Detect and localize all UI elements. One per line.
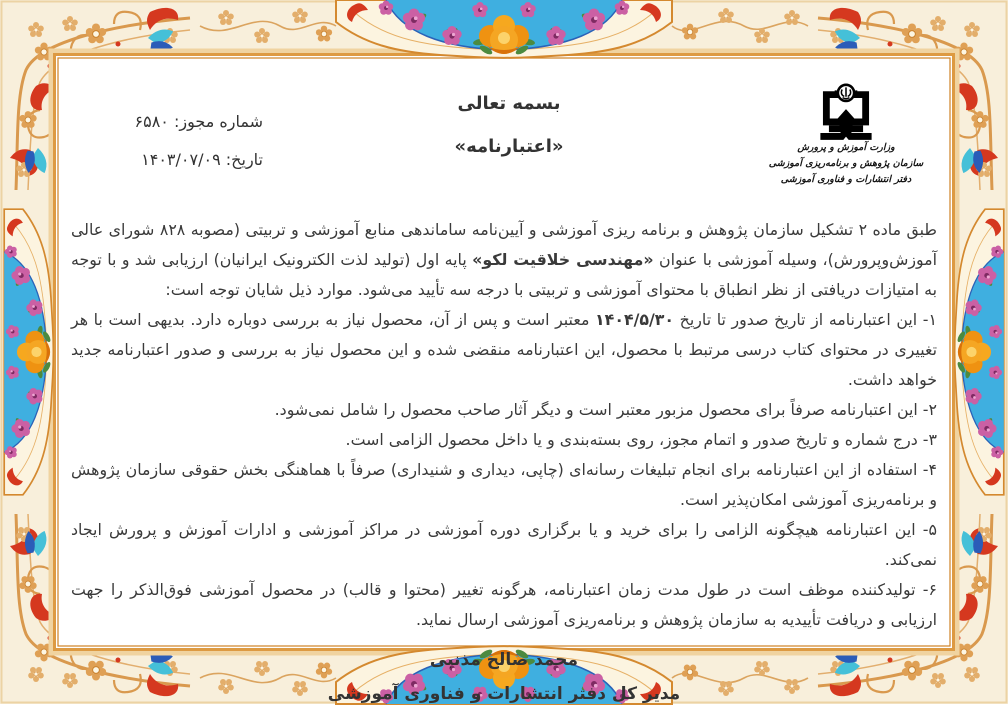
org-line-organization: سازمان پژوهش و برنامه‌ریزی آموزشی: [768, 158, 924, 170]
ministry-of-education-emblem-icon: [803, 69, 889, 139]
permit-label: شماره مجوز:: [173, 112, 263, 131]
signatory-name: محمد صالح مذنبی: [429, 650, 579, 670]
org-line-office: دفتر انتشارات و فناوری آموزشی: [780, 174, 912, 186]
term-item: ۱- این اعتبارنامه از تاریخ صدور تا تاریخ ۱۴۰۴/۵/۳۰ معتبر است و پس از آن، محصول نیاز به بررسی دوباره دارد. بدیهی است با هر تغییری در محتوای کتاب درسی مرتبط با محصول، این اعتبارنامه منقضی شده و این محصول نیاز به بررسی و صدور اعتبارنامه جدید خواهد داشت.: [71, 310, 937, 389]
intro-paragraph: [71, 215, 937, 305]
certificate-header: [71, 61, 937, 209]
product-title: «مهندسی خلاقیت لکو»: [472, 250, 654, 269]
intro-pre: طبق ماده ۲ تشکیل سازمان پژوهش و برنامه ریزی آموزشی و آیین‌نامه ساماندهی منابع آموزشی و تربیتی (مصوبه ۸۲۸ شورای عالی آموزش‌وپرورش)، وسیله آموزشی با عنوان: [71, 220, 938, 269]
expiry-date: ۱۴۰۴/۵/۳۰: [595, 310, 675, 329]
signatory-title: مدیر کل دفتر انتشارات و فناوری آموزشی: [327, 684, 681, 704]
term-item: ۳- درج شماره و تاریخ صدور و اتمام مجوز، روی بسته‌بندی و یا داخل محصول الزامی است.: [345, 430, 937, 449]
certificate-body: [71, 215, 937, 635]
meta-block: [71, 61, 263, 178]
term-item: ۴- استفاده از این اعتبارنامه برای انجام تبلیغات رسانه‌ای (چاپی، دیداری و شنیداری) صرفاً با هماهنگی بخش حقوقی سازمان پژوهش و برنامه‌ریزی آموزشی امکان‌پذیر است.: [71, 460, 937, 509]
intro-post: پایه اول (تولید لذت الکترونیک ایرانیان) ارزیابی شد و با توجه به امتیازات دریافتی از نظر انطباق با محتوای آموزشی و تربیتی با درجه سه تأیید می‌شود. موارد ذیل شایان توجه است:: [71, 250, 937, 299]
permit-value: ۶۵۸۰: [134, 112, 169, 131]
ministry-logo-block: [755, 61, 937, 188]
permit-number: [71, 103, 263, 141]
date-label: تاریخ:: [225, 149, 263, 169]
signature-block: [71, 643, 937, 711]
document-title: «اعتبارنامه»: [454, 136, 564, 157]
title-block: [263, 61, 755, 157]
term-item: ۵- این اعتبارنامه هیچگونه الزامی را برای خرید و یا برگزاری دوره آموزشی در مراکز آموزشی و ادارات آموزش و پرورش ایجاد نمی‌کند.: [71, 520, 937, 569]
date-value: ۱۴۰۳/۰۷/۰۹: [141, 149, 221, 169]
org-line-ministry: وزارت آموزش و پرورش: [797, 142, 895, 153]
certificate-content: [57, 57, 951, 704]
ministry-org-lines: [755, 140, 937, 188]
basmala: بسمه تعالی: [457, 93, 561, 114]
term-item: ۶- تولیدکننده موظف است در طول مدت زمان اعتبارنامه، هرگونه تغییر (محتوا و قالب) در محصول آموزشی فوق‌الذکر را جهت ارزیابی و دریافت تأییدیه به سازمان پژوهش و برنامه‌ریزی آموزشی ارسال نماید.: [71, 580, 937, 629]
term-item: ۲- این اعتبارنامه صرفاً برای محصول مزبور معتبر است و دیگر آثار صاحب محصول را شامل نمی‌شود.: [274, 400, 937, 419]
issue-date: [71, 141, 263, 179]
